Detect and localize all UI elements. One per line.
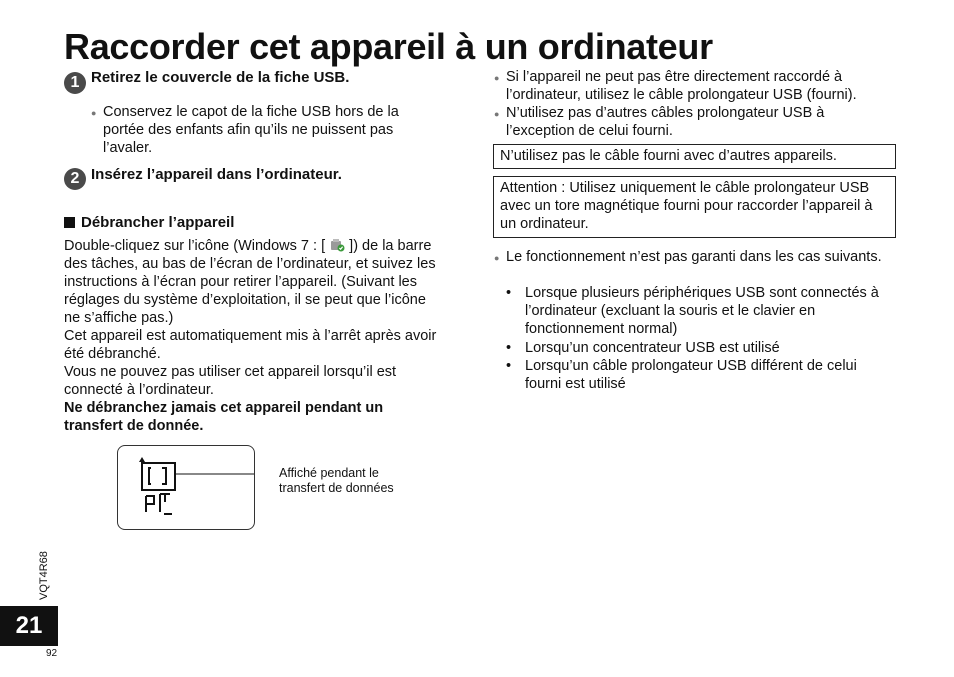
step-1-number: 1 — [64, 72, 86, 94]
page-title: Raccorder cet appareil à un ordinateur — [64, 26, 713, 67]
guarantee-bullet: ● Le fonctionnement n’est pas garanti dans les cas suivants. — [494, 249, 882, 265]
page-number: 21 — [0, 606, 58, 646]
step-2-number: 2 — [64, 168, 86, 190]
disconnect-instructions: Double-cliquez sur l’icône (Windows 7 : [ ]) de la barre des tâches, au bas de l’écran de l’ordinateur, et suivez les instructions à l’écran pour retirer l’appareil. (Suivant les réglages du système d’exploitation, il se peut que l’icône ne s’affiche pas.) — [64, 238, 436, 326]
disconnect-heading: Débrancher l’appareil — [64, 214, 234, 231]
square-bullet-icon — [64, 217, 75, 228]
model-code: VQT4R68 — [38, 551, 50, 600]
disconnect-warning: Ne débranchez jamais cet appareil pendant un transfert de donnée. — [64, 400, 384, 434]
right-bullet-1: ● Si l’appareil ne peut pas être directement raccordé à l’ordinateur, utilisez le câble prolongateur USB (fourni). — [494, 69, 857, 103]
page-number-small: 92 — [46, 648, 58, 659]
dot-icon: • — [506, 358, 512, 374]
disconnect-body — [64, 237, 444, 435]
case-item-1: • Lorsque plusieurs périphériques USB sont connectés à l’ordinateur (excluant la souris et le clavier en fonctionnement normal) — [506, 285, 879, 337]
safely-remove-hardware-icon — [329, 238, 345, 252]
step-1-title: Retirez le couvercle de la fiche USB. — [91, 69, 350, 86]
step-2-title: Insérez l’appareil dans l’ordinateur. — [91, 166, 342, 183]
bullet-dot-icon: ● — [91, 108, 97, 118]
disconnect-auto-off: Cet appareil est automatiquement mis à l’arrêt après avoir été débranché. — [64, 328, 437, 362]
case-item-3: • Lorsqu’un câble prolongateur USB différent de celui fourni est utilisé — [506, 358, 857, 392]
dot-icon: • — [506, 285, 512, 301]
disconnect-no-use: Vous ne pouvez pas utiliser cet appareil lorsqu’il est connecté à l’ordinateur. — [64, 364, 397, 398]
bullet-dot-icon: ● — [494, 73, 500, 83]
right-bullet-2: ● N’utilisez pas d’autres câbles prolongateur USB à l’exception de celui fourni. — [494, 105, 825, 139]
bullet-dot-icon: ● — [494, 109, 500, 119]
notice-box-cable: N’utilisez pas le câble fourni avec d’autres appareils. — [493, 144, 896, 169]
lcd-segment-icon — [118, 446, 254, 529]
attention-box: Attention : Utilisez uniquement le câble prolongateur USB avec un tore magnétique fourni pour raccorder l’appareil à un ordinateur. — [493, 176, 896, 238]
dot-icon: • — [506, 340, 512, 356]
step-1-bullet: ● Conservez le capot de la fiche USB hors de la portée des enfants afin qu’ils ne puissent pas l’avaler. — [91, 104, 399, 156]
case-item-2: • Lorsqu’un concentrateur USB est utilisé — [506, 340, 780, 356]
lcd-display-illustration — [117, 445, 255, 530]
lcd-caption: Affiché pendant le transfert de données — [279, 466, 394, 495]
bullet-dot-icon: ● — [494, 253, 500, 263]
